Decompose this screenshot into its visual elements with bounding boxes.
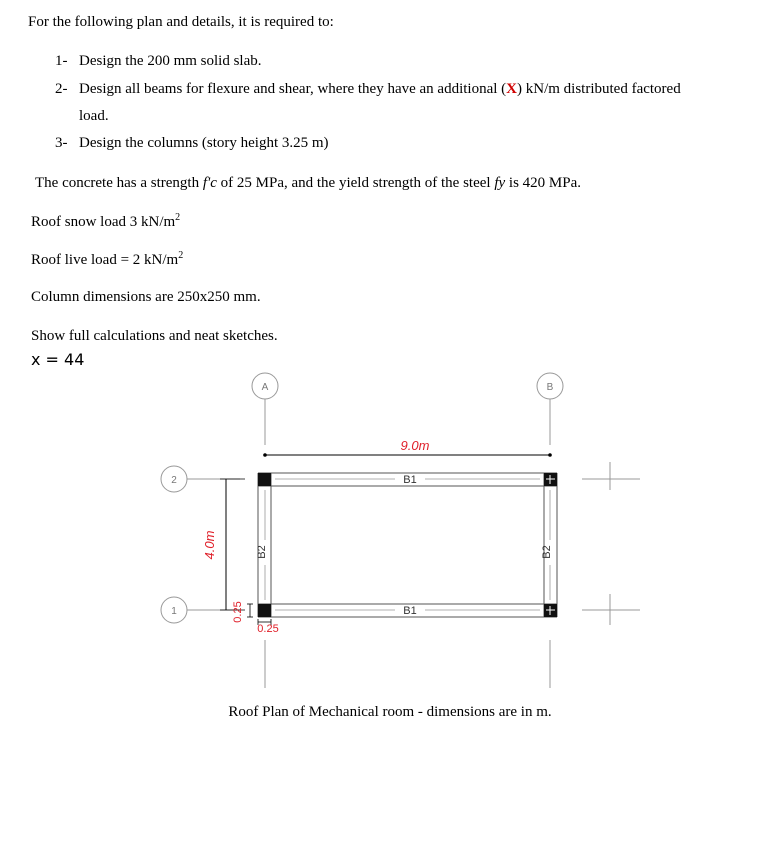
columns xyxy=(258,473,557,617)
live-load-label: Roof live load = 2 kN/m xyxy=(31,252,179,268)
x-value-text: x = 44 xyxy=(31,350,85,369)
exponent: 2 xyxy=(178,250,184,261)
column-dims-text: Column dimensions are 250x250 mm. xyxy=(31,289,261,305)
task-number: 3- xyxy=(55,135,68,151)
column-a2 xyxy=(258,473,271,486)
task-text: Design the columns (story height 3.25 m) xyxy=(79,135,329,151)
dim-col-w-label: 0.25 xyxy=(257,623,279,635)
grid-label-1: 1 xyxy=(171,606,177,617)
fy-symbol: fy xyxy=(494,175,506,191)
task-text-part: ) kN/m distributed factored xyxy=(517,81,681,97)
concrete-part: of 25 MPa, and the yield strength of the steel xyxy=(216,175,495,191)
beam-label-b2-right: B2 xyxy=(541,545,553,559)
beam-label-b2-left: B2 xyxy=(256,545,268,559)
beams xyxy=(258,473,557,617)
dim-line-height xyxy=(202,479,245,610)
plan-caption: Roof Plan of Mechanical room - dimensions are in m. xyxy=(228,704,552,720)
beam-label-b1-bottom: B1 xyxy=(403,605,417,617)
concrete-part: The concrete has a strength xyxy=(35,175,203,191)
grid-bubble-b xyxy=(537,373,563,399)
grid-label-2: 2 xyxy=(171,475,177,486)
concrete-part: is 420 MPa. xyxy=(505,175,582,191)
grid-bubble-1 xyxy=(161,597,187,623)
fc-symbol: f'c xyxy=(202,175,217,191)
dim-span-label: 9.0m xyxy=(400,438,430,453)
beam-centerlines xyxy=(265,479,550,610)
grid-bubble-a xyxy=(252,373,278,399)
x-variable: X xyxy=(506,81,517,97)
task-number: 1- xyxy=(55,53,68,69)
exponent: 2 xyxy=(175,212,181,223)
dim-height-label: 4.0m xyxy=(202,530,217,560)
task-text-cont: load. xyxy=(79,108,109,124)
task-number: 2- xyxy=(55,81,68,97)
snow-load-label: Roof snow load 3 kN/m xyxy=(31,214,176,230)
intro-text: For the following plan and details, it is required to: xyxy=(28,14,334,30)
column-a1 xyxy=(258,604,271,617)
grid-label-a: A xyxy=(261,382,269,393)
dim-col-h-label: 0.25 xyxy=(232,601,244,623)
beam-label-b1-top: B1 xyxy=(403,474,417,486)
dim-line-span xyxy=(263,438,552,457)
grid-label-b: B xyxy=(546,382,554,393)
task-text-part: Design all beams for flexure and shear, where they have an additional ( xyxy=(79,81,507,97)
task-text: Design the 200 mm solid slab. xyxy=(79,53,262,69)
show-calcs-text: Show full calculations and neat sketches. xyxy=(31,328,278,344)
grid-bubble-2 xyxy=(161,466,187,492)
